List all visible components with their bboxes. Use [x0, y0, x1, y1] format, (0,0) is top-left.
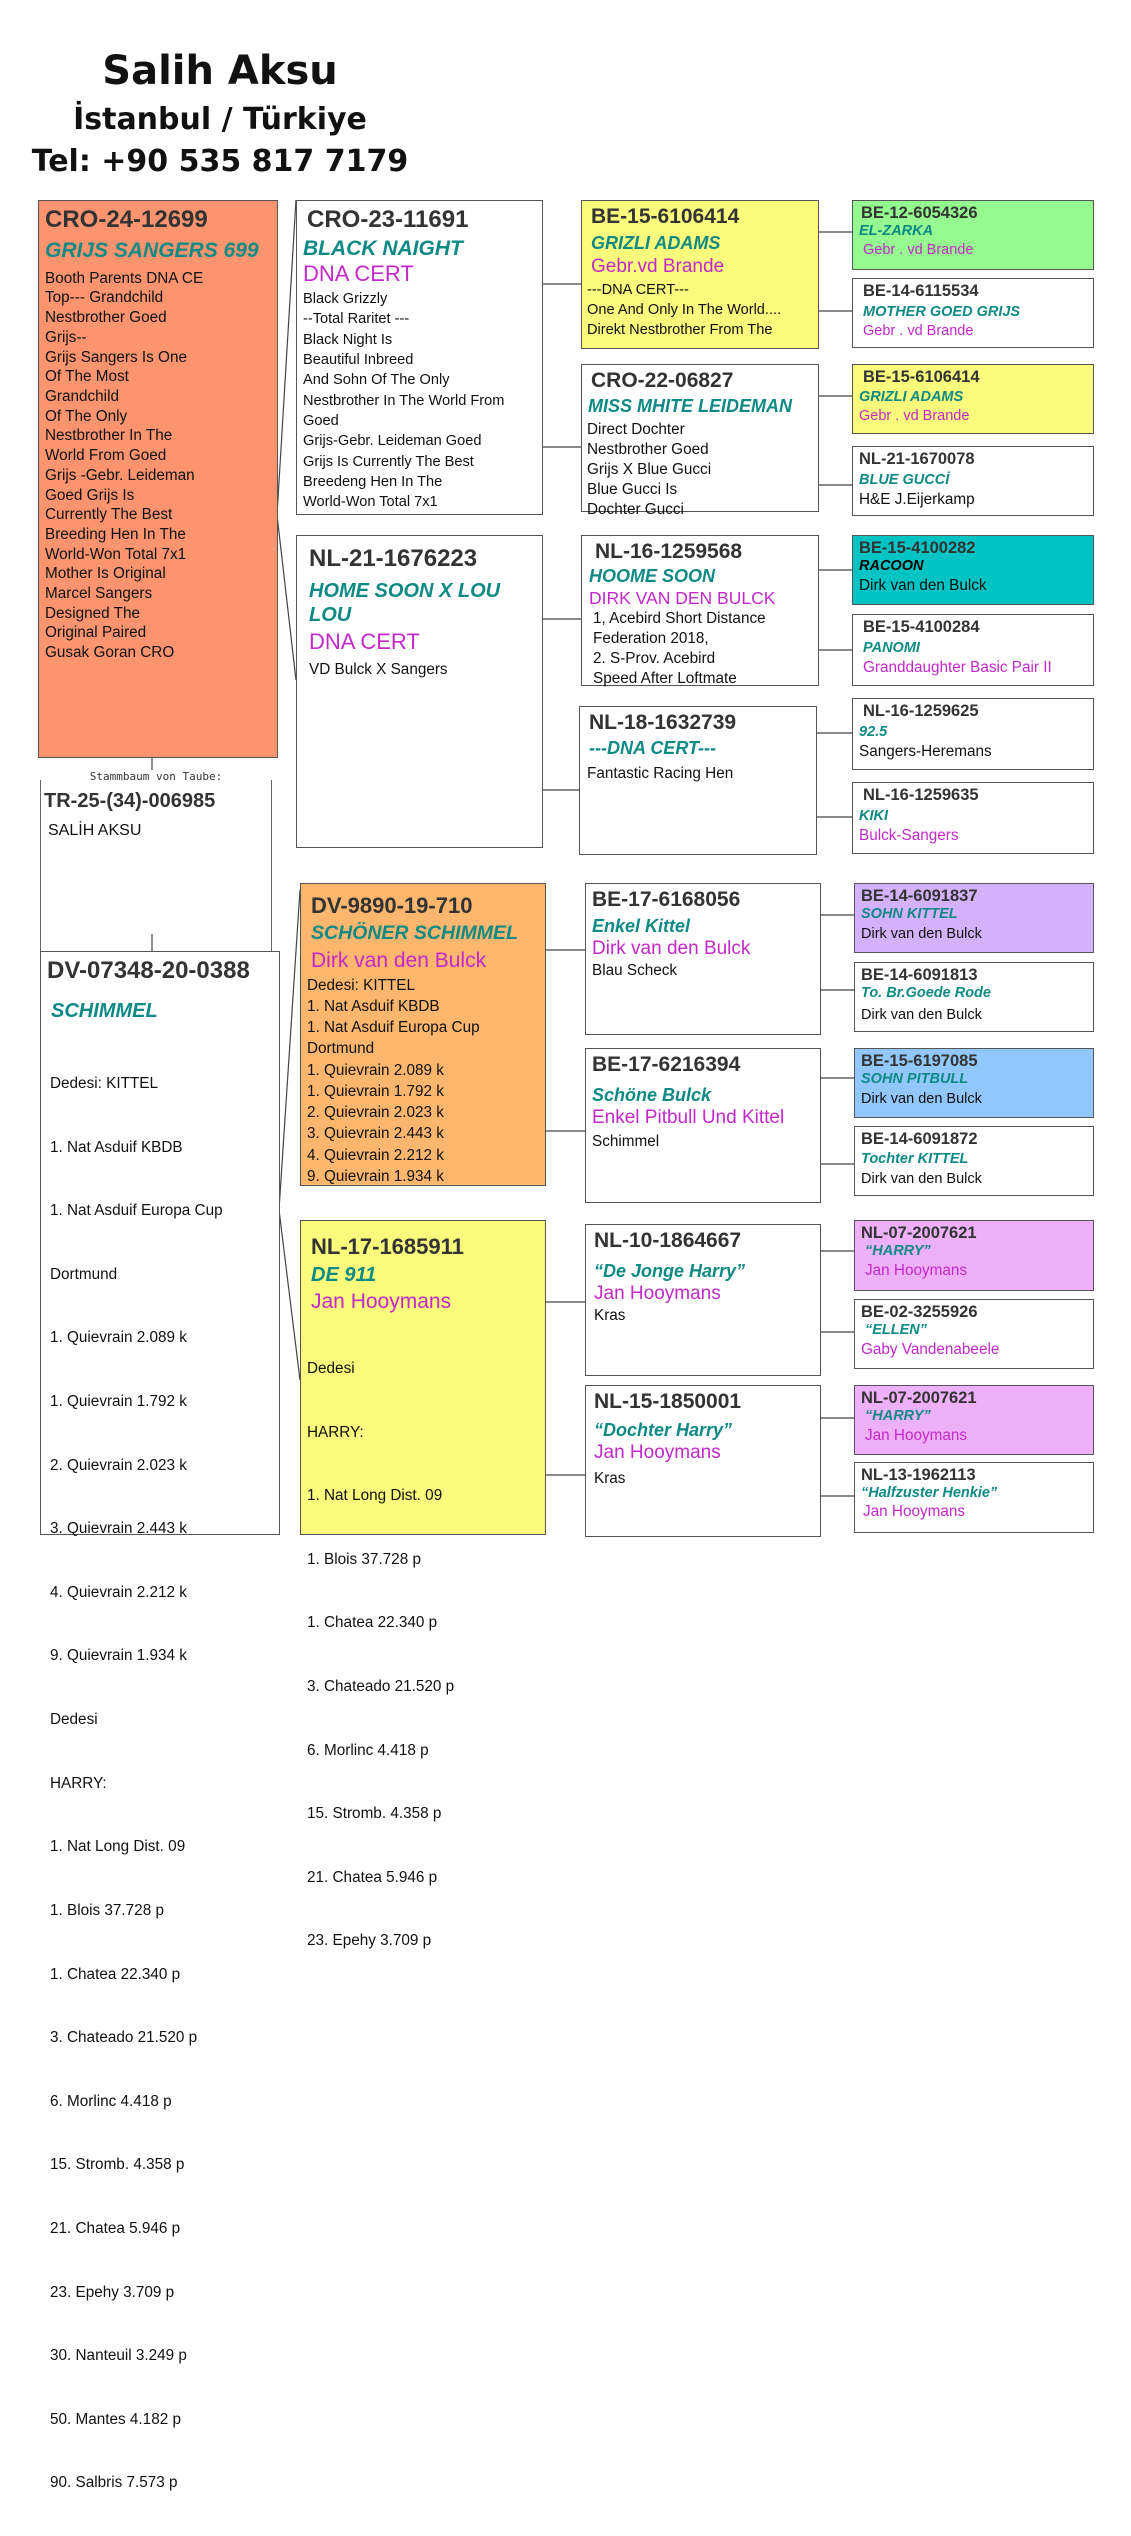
sire-pedigree-line: Top--- Grandchild [45, 289, 164, 307]
gen4-name: “ELLEN” [865, 1321, 928, 1338]
gen4-ring-number: NL-16-1259625 [863, 702, 979, 720]
gen4-name: 92.5 [859, 723, 888, 740]
gen4-owner-plain: Dirk van den Bulck [861, 926, 982, 943]
gen4-card-2 [852, 278, 1094, 348]
sire-pedigree-line: World From Goed [45, 447, 167, 465]
gen2-pedigree-line: 6. Morlinc 4.418 p [307, 1741, 429, 1759]
gen4-owner-plain: Sangers-Heremans [859, 743, 992, 761]
dam-pedigree-line: Dedesi [50, 1711, 98, 1729]
gen4-owner-plain: Dirk van den Bulck [861, 1171, 982, 1188]
dam-pedigree-line: 1. Chatea 22.340 p [50, 1965, 181, 1983]
gen3-pedigree-line: ---DNA CERT--- [587, 281, 689, 298]
gen2-pedigree-line: 21. Chatea 5.946 p [307, 1868, 438, 1886]
gen2-ring-number: CRO-23-11691 [307, 206, 469, 233]
subject-pigeon-card [40, 770, 272, 958]
gen4-owner-plain: Dirk van den Bulck [861, 1091, 982, 1108]
sire-pedigree-line: Marcel Sangers [45, 585, 153, 603]
gen4-ring-number: BE-15-4100284 [863, 618, 980, 636]
gen2-pedigree-line: 2. Quievrain 2.023 k [307, 1104, 444, 1122]
gen4-name: GRIZLI ADAMS [859, 388, 964, 405]
sire-name: GRIJS SANGERS 699 [45, 238, 259, 262]
gen4-name: To. Br.Goede Rode [861, 984, 991, 1001]
dam-pedigree-line: 6. Morlinc 4.418 p [50, 2092, 172, 2110]
gen4-owner: Gaby Vandenabeele [861, 1341, 1000, 1359]
gen3-ring-number: BE-17-6168056 [592, 888, 741, 911]
dam-pedigree-line: 1. Nat Long Dist. 09 [50, 1838, 186, 1856]
gen4-ring-number: BE-14-6091872 [861, 1130, 978, 1148]
gen3-name: Enkel Kittel [592, 916, 691, 937]
gen3-name: GRIZLI ADAMS [591, 233, 721, 254]
gen3-name: Schöne Bulck [592, 1085, 712, 1106]
sire-pedigree-line: Goed Grijs Is [45, 486, 135, 504]
gen2-pedigree-line: 15. Stromb. 4.358 p [307, 1805, 442, 1823]
dam-pedigree-line: 4. Quievrain 2.212 k [50, 1583, 187, 1601]
gen4-owner-plain: Dirk van den Bulck [861, 1007, 982, 1024]
sire-pedigree-line: Of The Most [45, 368, 129, 386]
gen3-card-1 [581, 200, 819, 349]
gen4-name: “HARRY” [865, 1407, 931, 1424]
gen4-ring-number: BE-14-6091837 [861, 887, 978, 905]
gen2-owner: Dirk van den Bulck [311, 948, 487, 972]
gen3-card-2 [581, 364, 819, 518]
gen3-pedigree-line: One And Only In The World.... [587, 301, 782, 318]
gen3-owner: Jan Hooymans [594, 1441, 721, 1463]
sire-pedigree-line: Mother Is Original [45, 565, 166, 583]
gen4-card-16 [854, 1462, 1094, 1533]
gen4-owner: Granddaughter Basic Pair II [863, 659, 1052, 677]
gen4-card-8 [852, 782, 1094, 854]
gen4-name: BLUE GUCCİ [859, 471, 950, 488]
gen4-owner-plain: H&E J.Eijerkamp [859, 491, 975, 509]
gen2-pedigree-line: Dedesi [307, 1359, 355, 1377]
gen2-pedigree-line: 1. Nat Long Dist. 09 [307, 1487, 443, 1505]
gen2-pedigree-line: Black Night Is [303, 331, 393, 348]
gen4-ring-number: BE-15-6197085 [861, 1052, 978, 1070]
gen4-ring-number: BE-02-3255926 [861, 1303, 978, 1321]
sire-pedigree-line: Of The Only [45, 407, 128, 425]
gen4-owner: Jan Hooymans [865, 1427, 968, 1445]
dam-ring-number: DV-07348-20-0388 [47, 957, 250, 984]
gen4-name: PANOMI [863, 639, 920, 656]
gen3-pedigree-line: Direct Dochter [587, 420, 685, 438]
dam-pedigree-line: 21. Chatea 5.946 p [50, 2219, 181, 2237]
dam-pedigree-line: 3. Quievrain 2.443 k [50, 1520, 187, 1538]
gen2-pedigree-line: 1. Nat Asduif KBDB [307, 998, 440, 1016]
gen2-name: HOME SOON X LOU LOU [309, 579, 501, 626]
gen4-card-10 [854, 962, 1094, 1032]
sire-pedigree-line: Nestbrother In The [45, 427, 173, 445]
gen4-owner: Bulck-Sangers [859, 827, 959, 845]
gen3-pedigree-line: Blau Scheck [592, 961, 678, 979]
gen3-card-8 [585, 1385, 821, 1537]
sire-pedigree-line: World-Won Total 7x1 [45, 545, 187, 563]
gen3-card-4 [579, 706, 817, 855]
gen2-name: DE 911 [311, 1264, 377, 1287]
gen4-ring-number: NL-07-2007621 [861, 1224, 977, 1242]
gen4-owner-plain: Dirk van den Bulck [859, 577, 987, 595]
gen4-card-5 [852, 535, 1094, 605]
dam-pedigree-line: 30. Nanteuil 3.249 p [50, 2347, 187, 2365]
gen3-ring-number: BE-17-6216394 [592, 1053, 741, 1076]
gen2-pedigree-line: HARRY: [307, 1423, 364, 1441]
gen2-pedigree-line: 1. Blois 37.728 p [307, 1550, 421, 1568]
subject-owner: SALİH AKSU [48, 822, 142, 839]
gen3-card-5 [585, 883, 821, 1035]
gen4-ring-number: BE-14-6091813 [861, 966, 978, 984]
gen2-pedigree-line: --Total Raritet --- [303, 311, 410, 328]
gen4-ring-number: BE-12-6054326 [861, 204, 978, 222]
gen3-pedigree-line: Fantastic Racing Hen [587, 764, 734, 782]
gen4-owner: Gebr . vd Brande [859, 408, 970, 425]
gen2-card-2 [296, 535, 543, 848]
gen3-ring-number: NL-15-1850001 [594, 1390, 742, 1413]
gen4-card-14 [854, 1299, 1094, 1369]
subject-ring-number: TR-25-(34)-006985 [44, 790, 216, 812]
breeder-name: Salih Aksu [102, 48, 338, 94]
gen4-ring-number: BE-15-6106414 [863, 368, 980, 386]
gen4-ring-number: BE-14-6115534 [863, 282, 979, 300]
gen3-pedigree-line: Direkt Nestbrother From The [587, 321, 773, 338]
sire-card [38, 200, 278, 758]
gen3-pedigree-line: Kras [594, 1306, 626, 1324]
stammbaum-caption: Stammbaum von Taube: [87, 770, 225, 783]
sire-pedigree-line: Booth Parents DNA CE [45, 269, 204, 287]
gen4-name: Tochter KITTEL [861, 1150, 969, 1167]
dam-pedigree-line: 15. Stromb. 4.358 p [50, 2156, 185, 2174]
gen2-name: BLACK NAIGHT [303, 236, 463, 260]
dam-pedigree-line: 2. Quievrain 2.023 k [50, 1456, 187, 1474]
gen4-name: KIKI [859, 807, 888, 824]
gen3-owner: DIRK VAN DEN BULCK [589, 587, 776, 608]
gen4-card-9 [854, 883, 1094, 953]
gen2-pedigree-line: Grijs-Gebr. Leideman Goed [303, 433, 482, 450]
gen2-pedigree-line: 3. Quievrain 2.443 k [307, 1125, 444, 1143]
gen2-card-1 [296, 200, 543, 515]
gen4-card-13 [854, 1220, 1094, 1291]
gen4-name: SOHN KITTEL [861, 905, 958, 922]
breeder-phone: Tel: +90 535 817 7179 [31, 144, 409, 179]
gen3-ring-number: CRO-22-06827 [591, 369, 734, 392]
dam-pedigree-line: Dedesi: KITTEL [50, 1075, 158, 1092]
gen2-pedigree-line: Dedesi: KITTEL [307, 976, 415, 994]
gen2-pedigree-line: And Sohn Of The Only [303, 372, 450, 389]
gen3-pedigree-line: Dochter Gucci [587, 500, 684, 518]
dam-pedigree-line: 1. Nat Asduif KBDB [50, 1138, 183, 1156]
gen2-pedigree-line: 23. Epehy 3.709 p [307, 1932, 432, 1950]
dam-pedigree-line: 1. Blois 37.728 p [50, 1901, 164, 1919]
gen4-name: EL-ZARKA [859, 222, 934, 239]
gen2-pedigree-line: 1. Quievrain 2.089 k [307, 1061, 444, 1079]
sire-pedigree-line: Grijs -Gebr. Leideman [45, 466, 195, 484]
gen2-pedigree-line: Nestbrother In The World From [303, 392, 505, 409]
gen3-name: “De Jonge Harry” [594, 1261, 746, 1282]
gen4-owner: Jan Hooymans [863, 1503, 966, 1521]
gen4-card-12 [854, 1126, 1094, 1196]
dam-pedigree-line: 1. Nat Asduif Europa Cup [50, 1202, 223, 1220]
gen4-name: SOHN PITBULL [861, 1070, 969, 1087]
dam-name: SCHIMMEL [51, 999, 158, 1022]
gen2-pedigree-line: 1. Quievrain 1.792 k [307, 1082, 444, 1100]
gen2-ring-number: NL-21-1676223 [309, 545, 478, 572]
gen2-pedigree-line: 1. Chatea 22.340 p [307, 1614, 438, 1632]
gen2-owner: DNA CERT [303, 260, 414, 286]
gen4-card-1 [852, 200, 1094, 270]
sire-pedigree-line: Grijs Sangers Is One [45, 348, 187, 366]
gen2-ring-number: NL-17-1685911 [311, 1234, 464, 1259]
breeder-city: İstanbul / Türkiye [73, 102, 367, 137]
gen3-name: HOOME SOON [589, 566, 716, 587]
dam-pedigree-line: Dortmund [50, 1265, 118, 1283]
gen3-pedigree-line: Federation 2018, [593, 629, 709, 647]
gen3-name: ---DNA CERT--- [589, 738, 716, 759]
sire-pedigree-line: Currently The Best [45, 506, 173, 524]
sire-pedigree-line: Nestbrother Goed [45, 309, 167, 327]
gen2-pedigree-line: Black Grizzly [303, 291, 388, 308]
gen3-pedigree-line: 1, Acebird Short Distance [593, 609, 766, 627]
gen3-pedigree-line: Speed After Loftmate [593, 669, 737, 687]
gen2-pedigree-line: World-Won Total 7x1 [303, 494, 438, 511]
gen3-ring-number: BE-15-6106414 [591, 205, 740, 228]
gen2-pedigree-line: 4. Quievrain 2.212 k [307, 1146, 444, 1164]
gen3-card-3 [581, 535, 819, 686]
sire-pedigree-line: Original Paired [45, 624, 147, 642]
gen3-owner: Enkel Pitbull Und Kittel [592, 1106, 785, 1128]
dam-card [40, 951, 280, 2492]
gen4-name: RACOON [859, 557, 924, 574]
gen4-card-6 [852, 614, 1094, 686]
sire-pedigree-line: Gusak Goran CRO [45, 644, 175, 662]
dam-pedigree-line: 23. Epehy 3.709 p [50, 2283, 175, 2301]
dam-pedigree-line: 3. Chateado 21.520 p [50, 2029, 198, 2047]
dam-pedigree-line: 50. Mantes 4.182 p [50, 2410, 181, 2428]
gen2-pedigree-line: 3. Chateado 21.520 p [307, 1677, 455, 1695]
gen3-owner: Gebr.vd Brande [591, 255, 725, 277]
gen2-card-3 [300, 883, 546, 1186]
gen3-name: MISS MHITE LEIDEMAN [588, 396, 793, 417]
gen4-ring-number: NL-07-2007621 [861, 1389, 977, 1407]
gen3-ring-number: NL-18-1632739 [589, 711, 737, 734]
gen3-pedigree-line: Kras [594, 1469, 626, 1487]
gen4-name: “HARRY” [865, 1242, 931, 1259]
gen3-pedigree-line: Blue Gucci Is [587, 480, 678, 498]
gen2-card-4 [300, 1220, 546, 1950]
gen4-card-11 [854, 1048, 1094, 1118]
gen2-owner: DNA CERT [309, 628, 420, 654]
gen2-pedigree-line: Grijs Is Currently The Best [303, 453, 474, 470]
gen2-owner: Jan Hooymans [311, 1290, 452, 1314]
gen4-ring-number: NL-21-1670078 [859, 450, 975, 468]
gen3-pedigree-line: Nestbrother Goed [587, 440, 709, 458]
sire-pedigree-line: Grandchild [45, 388, 119, 405]
sire-pedigree-line: Breeding Hen In The [45, 525, 186, 543]
gen2-pedigree-line: Beautiful Inbreed [303, 352, 414, 369]
gen4-ring-number: BE-15-4100282 [859, 539, 976, 557]
gen2-pedigree-line: Breedeng Hen In The [303, 473, 443, 490]
dam-pedigree-line: 9. Quievrain 1.934 k [50, 1647, 187, 1665]
gen4-ring-number: NL-13-1962113 [861, 1466, 976, 1484]
gen4-name: “Halfzuster Henkie” [861, 1484, 998, 1501]
gen4-name: MOTHER GOED GRIJS [863, 303, 1021, 320]
gen3-ring-number: NL-16-1259568 [595, 540, 743, 563]
gen4-owner: Jan Hooymans [865, 1262, 968, 1280]
gen3-owner: Jan Hooymans [594, 1282, 721, 1304]
gen2-pedigree-line: 9. Quievrain 1.934 k [307, 1167, 444, 1185]
gen4-ring-number: NL-16-1259635 [863, 786, 979, 804]
gen2-pedigree-line: VD Bulck X Sangers [309, 660, 448, 678]
gen3-pedigree-line: 2. S-Prov. Acebird [593, 649, 716, 667]
sire-pedigree-line: Designed The [45, 604, 140, 622]
gen4-card-7 [852, 698, 1094, 770]
gen2-ring-number: DV-9890-19-710 [311, 893, 473, 918]
gen2-pedigree-line: Dortmund [307, 1040, 375, 1058]
gen3-pedigree-line: Grijs X Blue Gucci [587, 460, 712, 478]
dam-pedigree-line: 1. Quievrain 1.792 k [50, 1393, 187, 1411]
gen3-card-6 [585, 1048, 821, 1203]
gen3-pedigree-line: Schimmel [592, 1132, 660, 1150]
gen3-name: “Dochter Harry” [594, 1420, 733, 1441]
gen2-pedigree-line: 1. Nat Asduif Europa Cup [307, 1019, 480, 1037]
gen3-card-7 [585, 1224, 821, 1376]
gen4-card-15 [854, 1385, 1094, 1455]
sire-ring-number: CRO-24-12699 [45, 206, 208, 233]
sire-pedigree-line: Grijs-- [45, 328, 87, 346]
gen3-ring-number: NL-10-1864667 [594, 1229, 742, 1252]
gen4-card-4 [852, 446, 1094, 516]
gen2-name: SCHÖNER SCHIMMEL [311, 922, 518, 945]
gen2-pedigree-line: Goed [303, 412, 339, 429]
gen4-owner: Gebr . vd Brande [863, 242, 974, 259]
gen4-owner: Gebr . vd Brande [863, 323, 974, 340]
gen4-card-3 [852, 364, 1094, 434]
dam-pedigree-line: HARRY: [50, 1774, 107, 1792]
dam-pedigree-line: 90. Salbris 7.573 p [50, 2474, 178, 2492]
dam-pedigree-line: 1. Quievrain 2.089 k [50, 1329, 187, 1347]
gen3-owner: Dirk van den Bulck [592, 937, 751, 959]
